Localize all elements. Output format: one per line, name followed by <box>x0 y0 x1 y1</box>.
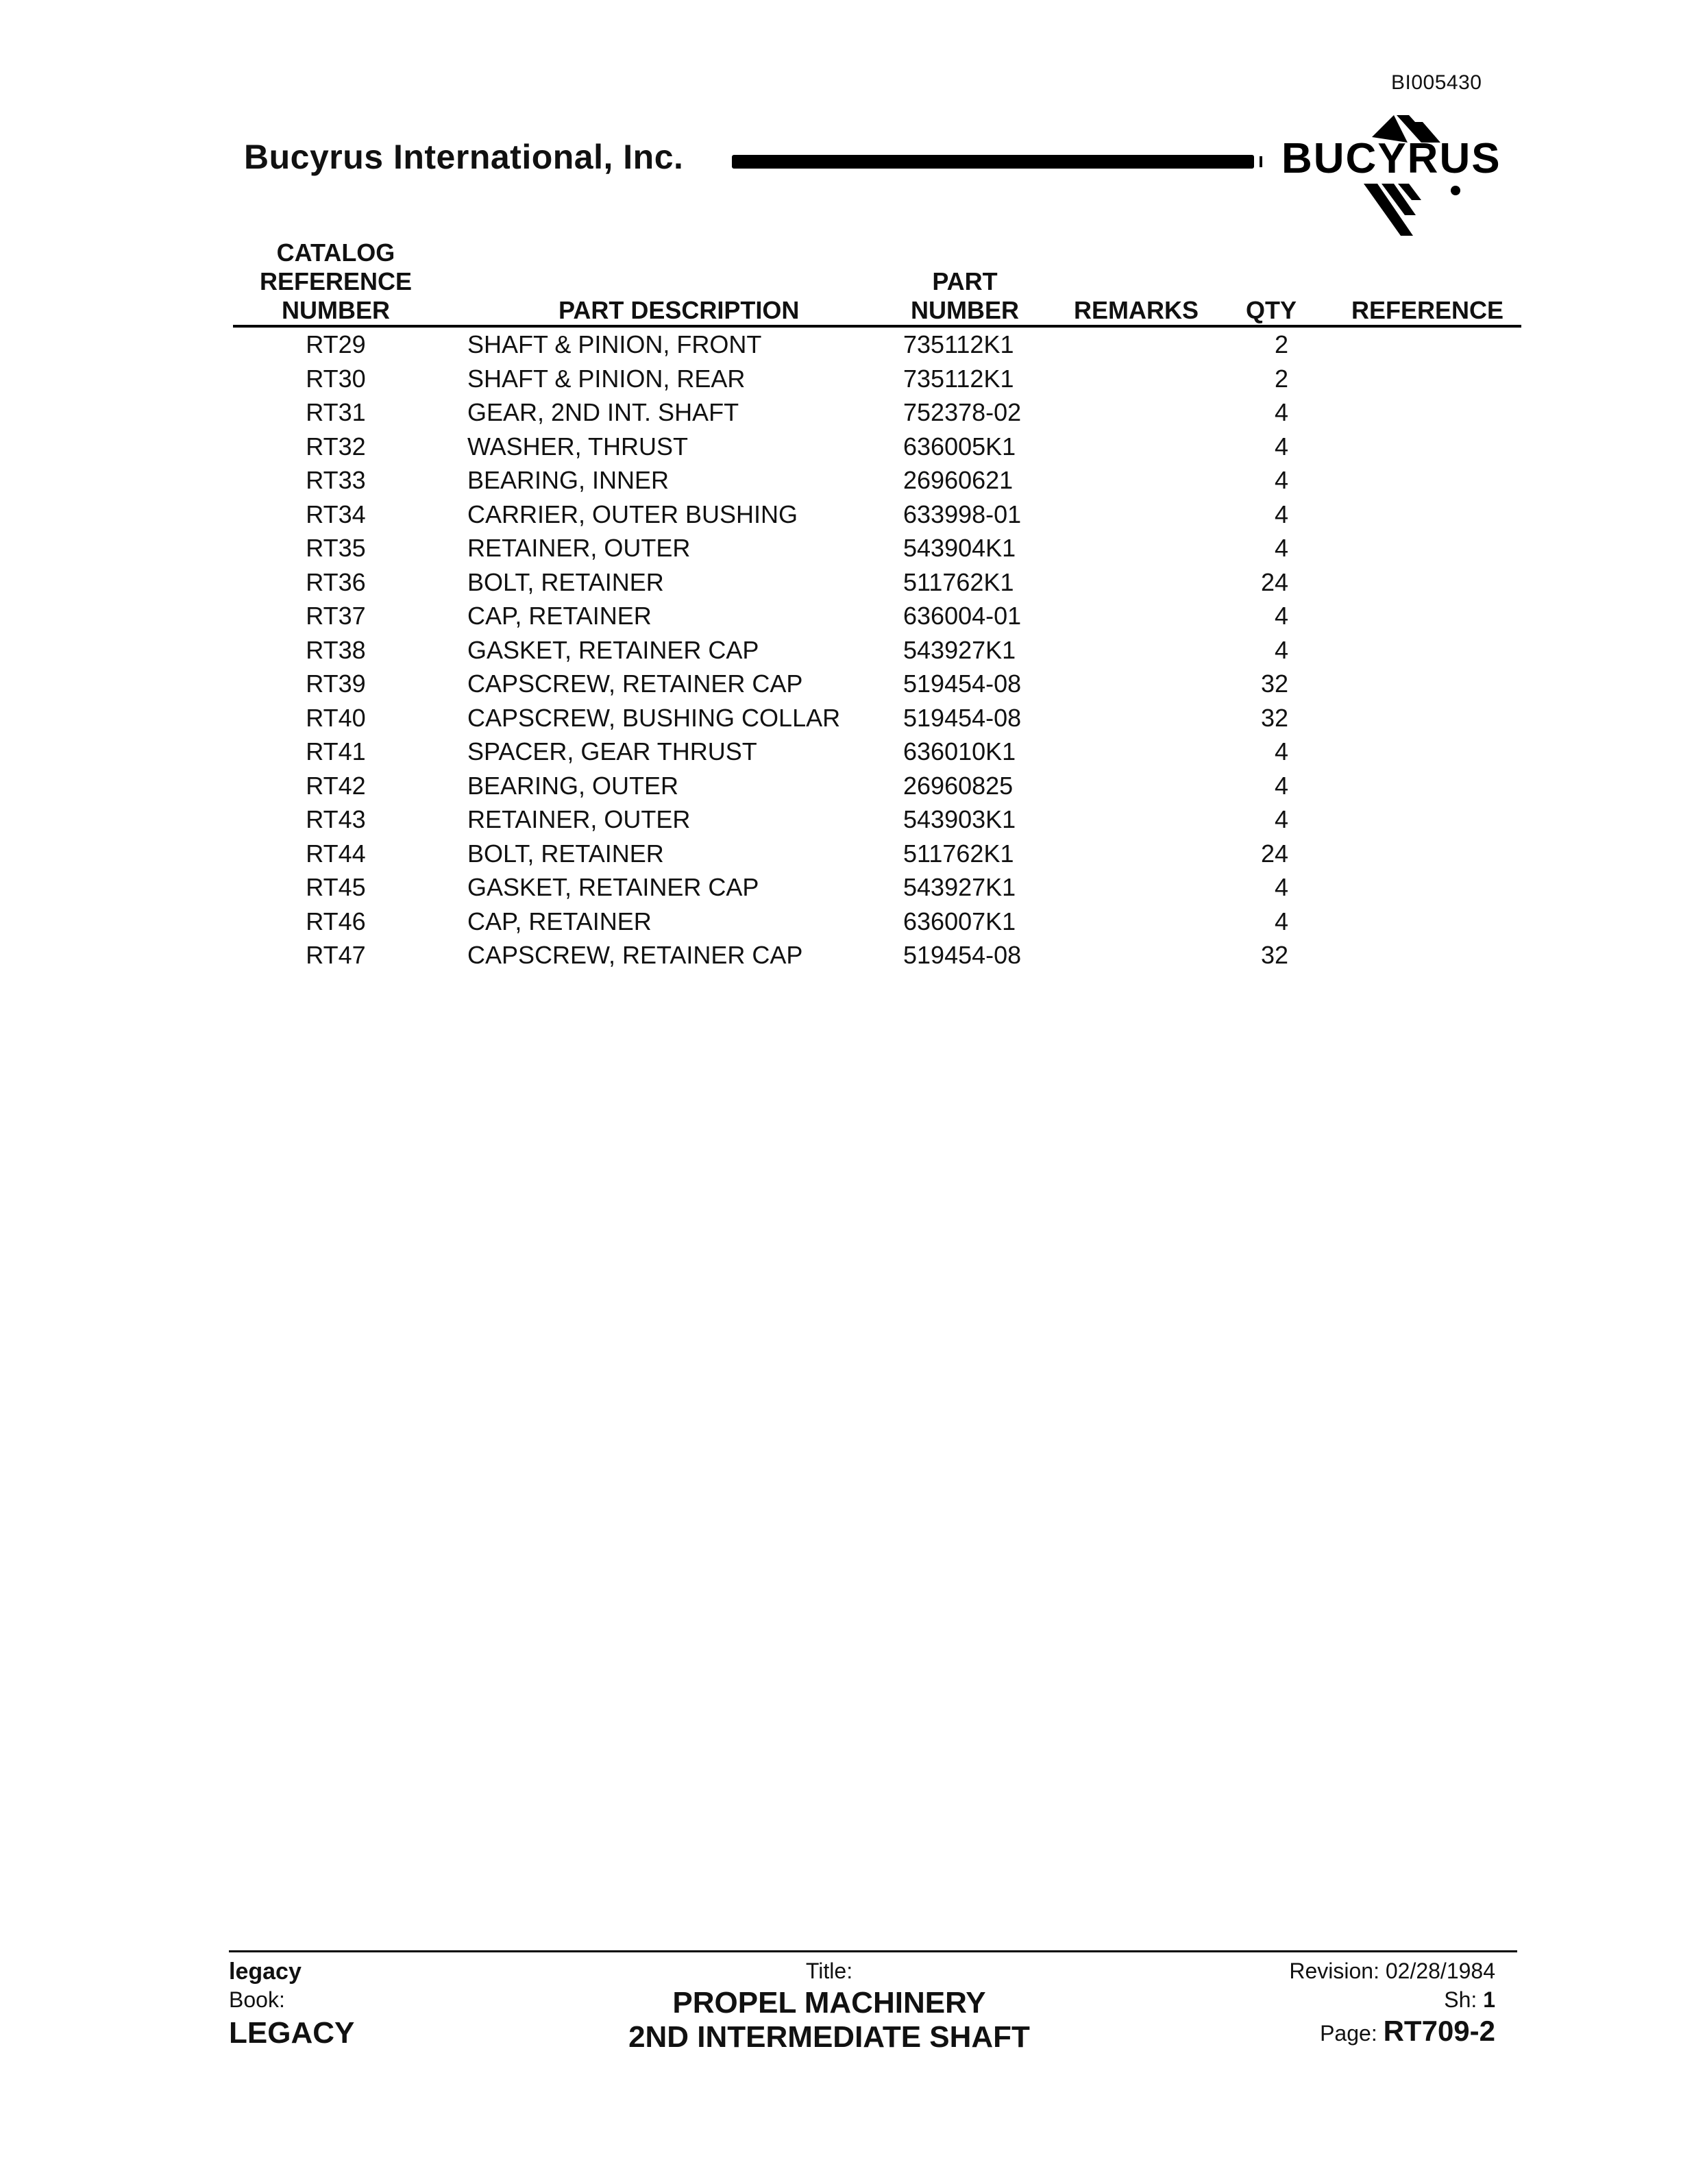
sheet-value: 1 <box>1483 1987 1495 2012</box>
catalog-ref-cell: RT34 <box>306 500 366 528</box>
table-row <box>0 328 1694 362</box>
description-cell: SHAFT & PINION, REAR <box>467 364 746 393</box>
description-cell: BOLT, RETAINER <box>467 567 664 596</box>
header-remarks: REMARKS <box>1074 296 1199 324</box>
description-cell: WASHER, THRUST <box>467 432 689 461</box>
header-reference: REFERENCE <box>1351 296 1504 324</box>
catalog-ref-cell: RT47 <box>306 941 366 969</box>
part-number-cell: 543927K1 <box>903 635 1016 664</box>
sheet-label: Sh: <box>1444 1987 1477 2012</box>
description-cell: SPACER, GEAR THRUST <box>467 737 757 765</box>
description-cell: BEARING, INNER <box>467 466 670 494</box>
parts-table-body <box>0 328 1694 972</box>
footer-revision <box>1289 1959 1495 1984</box>
qty-cell: 4 <box>1274 602 1288 630</box>
description-cell: GASKET, RETAINER CAP <box>467 873 759 901</box>
catalog-ref-cell: RT31 <box>306 398 366 426</box>
description-cell: CAPSCREW, RETAINER CAP <box>467 941 803 969</box>
part-number-cell: 636010K1 <box>903 737 1016 765</box>
catalog-ref-cell: RT37 <box>306 602 366 630</box>
part-number-cell: 636005K1 <box>903 432 1016 461</box>
page-value: RT709-2 <box>1383 2015 1495 2047</box>
document-id: BI005430 <box>1391 71 1482 94</box>
qty-cell: 4 <box>1274 907 1288 935</box>
company-name: Bucyrus International, Inc. <box>244 138 684 176</box>
description-cell: CAP, RETAINER <box>467 907 652 935</box>
catalog-ref-cell: RT41 <box>306 737 366 765</box>
header-part-description: PART DESCRIPTION <box>558 296 800 324</box>
page-label: Page: <box>1320 2021 1377 2046</box>
part-number-cell: 636004-01 <box>903 602 1022 630</box>
table-row <box>0 498 1694 532</box>
part-number-cell: 511762K1 <box>903 839 1014 868</box>
catalog-ref-cell: RT29 <box>306 330 366 358</box>
qty-cell: 32 <box>1260 670 1288 698</box>
header-catalog-reference-number: CATALOG REFERENCE NUMBER <box>259 238 413 324</box>
column-headers <box>0 236 1694 325</box>
part-number-cell: 633998-01 <box>903 500 1022 528</box>
logo-wordmark: BUCYRUS <box>1281 135 1501 182</box>
qty-cell: 4 <box>1274 398 1288 426</box>
qty-cell: 2 <box>1274 330 1288 358</box>
revision-value: 02/28/1984 <box>1385 1959 1495 1983</box>
catalog-ref-cell: RT36 <box>306 567 366 596</box>
description-cell: RETAINER, OUTER <box>467 534 691 562</box>
table-row <box>0 362 1694 396</box>
part-number-cell: 752378-02 <box>903 398 1022 426</box>
footer-title-line1: PROPEL MACHINERY <box>672 1986 986 2020</box>
part-number-cell: 26960621 <box>903 466 1014 494</box>
qty-cell: 2 <box>1274 364 1288 393</box>
catalog-ref-cell: RT35 <box>306 534 366 562</box>
table-row <box>0 938 1694 972</box>
description-cell: RETAINER, OUTER <box>467 805 691 833</box>
header-rule-tick <box>1260 156 1262 167</box>
catalog-ref-cell: RT30 <box>306 364 366 393</box>
qty-cell: 32 <box>1260 941 1288 969</box>
catalog-ref-cell: RT38 <box>306 635 366 664</box>
part-number-cell: 543927K1 <box>903 873 1016 901</box>
header-rule <box>732 155 1254 169</box>
table-row <box>0 802 1694 837</box>
catalog-ref-cell: RT33 <box>306 466 366 494</box>
registered-mark <box>1451 186 1460 195</box>
description-cell: CAPSCREW, RETAINER CAP <box>467 670 803 698</box>
description-cell: CAP, RETAINER <box>467 602 652 630</box>
catalog-ref-cell: RT40 <box>306 703 366 732</box>
table-row <box>0 430 1694 464</box>
part-number-cell: 636007K1 <box>903 907 1016 935</box>
table-row <box>0 905 1694 939</box>
catalog-ref-cell: RT39 <box>306 670 366 698</box>
qty-cell: 4 <box>1274 873 1288 901</box>
footer-page <box>1320 2015 1495 2048</box>
description-cell: BEARING, OUTER <box>467 771 679 800</box>
part-number-cell: 735112K1 <box>903 330 1014 358</box>
bucyrus-logo <box>1281 115 1528 245</box>
catalog-ref-cell: RT43 <box>306 805 366 833</box>
table-row <box>0 735 1694 769</box>
qty-cell: 4 <box>1274 737 1288 765</box>
qty-cell: 4 <box>1274 534 1288 562</box>
part-number-cell: 735112K1 <box>903 364 1014 393</box>
part-number-cell: 519454-08 <box>903 941 1022 969</box>
catalog-ref-cell: RT46 <box>306 907 366 935</box>
table-row <box>0 599 1694 633</box>
table-row <box>0 463 1694 498</box>
footer-title-line2: 2ND INTERMEDIATE SHAFT <box>628 2020 1030 2054</box>
table-row <box>0 837 1694 871</box>
qty-cell: 32 <box>1260 703 1288 732</box>
table-row <box>0 701 1694 735</box>
part-number-cell: 543903K1 <box>903 805 1016 833</box>
catalog-ref-cell: RT32 <box>306 432 366 461</box>
footer-sheet <box>1444 1987 1495 2013</box>
description-cell: CAPSCREW, BUSHING COLLAR <box>467 703 841 732</box>
footer-book-label: Book: <box>229 1987 285 2012</box>
qty-cell: 4 <box>1274 635 1288 664</box>
footer-rule <box>229 1950 1517 1952</box>
qty-cell: 4 <box>1274 432 1288 461</box>
description-cell: GEAR, 2ND INT. SHAFT <box>467 398 739 426</box>
qty-cell: 4 <box>1274 771 1288 800</box>
qty-cell: 4 <box>1274 466 1288 494</box>
header-qty: QTY <box>1246 296 1297 324</box>
table-row <box>0 531 1694 565</box>
qty-cell: 24 <box>1260 839 1288 868</box>
footer-title-label: Title: <box>805 1959 853 1983</box>
part-number-cell: 511762K1 <box>903 567 1014 596</box>
catalog-ref-cell: RT42 <box>306 771 366 800</box>
table-row <box>0 870 1694 905</box>
part-number-cell: 26960825 <box>903 771 1014 800</box>
part-number-cell: 543904K1 <box>903 534 1016 562</box>
description-cell: CARRIER, OUTER BUSHING <box>467 500 798 528</box>
revision-label: Revision: <box>1289 1959 1379 1983</box>
qty-cell: 24 <box>1260 567 1288 596</box>
catalog-ref-cell: RT44 <box>306 839 366 868</box>
header-part-number: PART NUMBER <box>911 267 1019 324</box>
footer-book-value: LEGACY <box>229 2016 355 2050</box>
qty-cell: 4 <box>1274 805 1288 833</box>
table-row <box>0 565 1694 600</box>
description-cell: SHAFT & PINION, FRONT <box>467 330 762 358</box>
part-number-cell: 519454-08 <box>903 703 1022 732</box>
qty-cell: 4 <box>1274 500 1288 528</box>
description-cell: GASKET, RETAINER CAP <box>467 635 759 664</box>
table-row <box>0 395 1694 430</box>
description-cell: BOLT, RETAINER <box>467 839 664 868</box>
footer-legacy-label: legacy <box>229 1959 302 1985</box>
table-row <box>0 667 1694 701</box>
table-row <box>0 769 1694 803</box>
table-row <box>0 633 1694 667</box>
part-number-cell: 519454-08 <box>903 670 1022 698</box>
catalog-ref-cell: RT45 <box>306 873 366 901</box>
